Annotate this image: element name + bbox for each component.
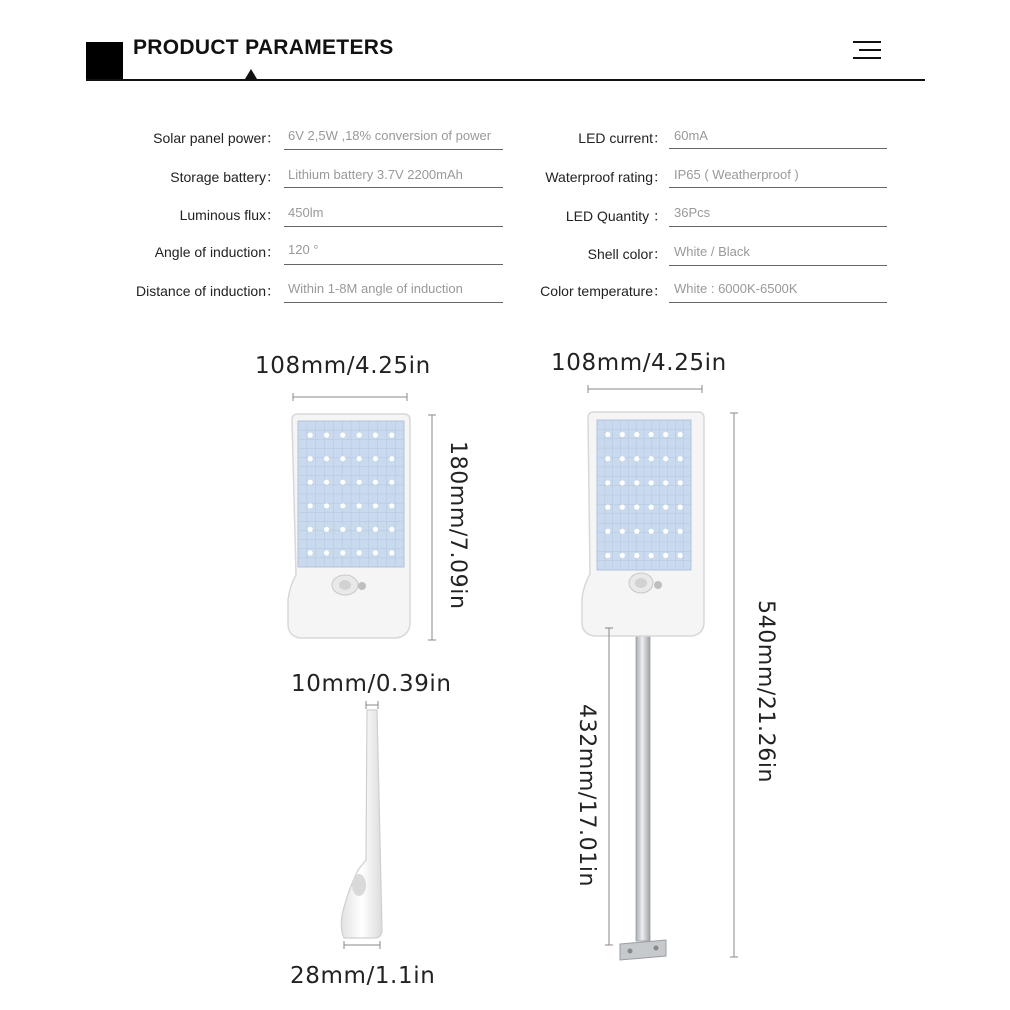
led-dot — [663, 456, 668, 461]
led-dot — [389, 480, 394, 485]
led-dot — [389, 550, 394, 555]
led-dot — [373, 527, 378, 532]
led-dot — [663, 480, 668, 485]
led-dot — [324, 433, 329, 438]
total-height-label: 540mm/21.26in — [753, 600, 778, 784]
led-dot — [678, 432, 683, 437]
param-label: Shell color： — [587, 246, 667, 262]
led-dot — [605, 505, 610, 510]
led-dot — [357, 527, 362, 532]
led-dot — [605, 553, 610, 558]
led-dot — [678, 480, 683, 485]
param-label: Solar panel power： — [153, 130, 280, 146]
led-dot — [389, 527, 394, 532]
led-dot — [649, 432, 654, 437]
led-dot — [634, 553, 639, 558]
led-dot — [308, 527, 313, 532]
led-dot — [605, 480, 610, 485]
side-view-light — [341, 701, 382, 949]
led-dot — [663, 529, 668, 534]
led-dot — [373, 433, 378, 438]
param-label: Luminous flux： — [179, 207, 280, 223]
led-dot — [649, 456, 654, 461]
param-label: LED current： — [578, 130, 667, 146]
led-dot — [634, 505, 639, 510]
led-dot — [634, 456, 639, 461]
led-dot — [634, 529, 639, 534]
led-dot — [340, 480, 345, 485]
param-label: Distance of induction： — [136, 283, 280, 299]
led-dot — [389, 503, 394, 508]
led-dot — [389, 456, 394, 461]
side-top-label: 10mm/0.39in — [291, 671, 452, 697]
led-dot — [649, 529, 654, 534]
led-dot — [678, 529, 683, 534]
led-dot — [340, 503, 345, 508]
led-dot — [324, 456, 329, 461]
led-dot — [663, 505, 668, 510]
param-value: Lithium battery 3.7V 2200mAh — [288, 167, 463, 182]
led-dot — [678, 553, 683, 558]
led-dot — [620, 432, 625, 437]
led-dot — [678, 456, 683, 461]
led-dot — [308, 480, 313, 485]
param-value: 36Pcs — [674, 205, 711, 220]
param-value: 120 ° — [288, 242, 319, 257]
led-dot — [620, 480, 625, 485]
led-dot — [373, 480, 378, 485]
front-height-label: 180mm/7.09in — [445, 441, 470, 610]
pole-width-label: 108mm/4.25in — [551, 350, 727, 376]
led-dot — [308, 550, 313, 555]
param-value: 6V 2,5W ,18% conversion of power — [288, 128, 492, 143]
led-dot — [308, 433, 313, 438]
pole-view-light — [582, 385, 738, 960]
led-dot — [324, 550, 329, 555]
led-dot — [357, 480, 362, 485]
led-dot — [620, 456, 625, 461]
param-value: Within 1-8M angle of induction — [288, 281, 463, 296]
led-dot — [357, 456, 362, 461]
page-title: PRODUCT PARAMETERS — [133, 36, 394, 59]
led-dot — [308, 456, 313, 461]
led-dot — [605, 529, 610, 534]
led-dot — [649, 553, 654, 558]
led-dot — [357, 550, 362, 555]
led-dot — [649, 505, 654, 510]
led-dot — [324, 480, 329, 485]
led-dot — [357, 433, 362, 438]
led-dot — [389, 433, 394, 438]
led-dot — [634, 432, 639, 437]
param-label: Storage battery： — [170, 169, 280, 185]
param-label: Waterproof rating： — [545, 169, 667, 185]
led-dot — [620, 529, 625, 534]
led-dot — [357, 503, 362, 508]
param-value: IP65 ( Weatherproof ) — [674, 167, 799, 182]
front-width-label: 108mm/4.25in — [255, 353, 431, 379]
led-dot — [634, 480, 639, 485]
param-value: White / Black — [674, 244, 750, 259]
led-dot — [324, 503, 329, 508]
front-view-light — [288, 393, 436, 640]
param-label: Color temperature： — [540, 283, 667, 299]
side-bottom-label: 28mm/1.1in — [290, 963, 436, 989]
param-value: 450lm — [288, 205, 324, 220]
pole-length-label: 432mm/17.01in — [574, 704, 599, 888]
led-dot — [649, 480, 654, 485]
led-dot — [620, 553, 625, 558]
led-dot — [373, 456, 378, 461]
param-label: Angle of induction： — [154, 244, 280, 260]
led-dot — [340, 527, 345, 532]
led-dot — [605, 432, 610, 437]
led-dot — [308, 503, 313, 508]
led-dot — [678, 505, 683, 510]
param-label: LED Quantity ： — [565, 208, 667, 224]
led-dot — [620, 505, 625, 510]
led-dot — [373, 550, 378, 555]
led-dot — [663, 553, 668, 558]
led-dot — [340, 433, 345, 438]
led-dot — [340, 456, 345, 461]
led-dot — [324, 527, 329, 532]
param-value: White : 6000K-6500K — [674, 281, 798, 296]
led-dot — [663, 432, 668, 437]
param-value: 60mA — [674, 128, 708, 143]
led-dot — [605, 456, 610, 461]
led-dot — [373, 503, 378, 508]
led-dot — [340, 550, 345, 555]
